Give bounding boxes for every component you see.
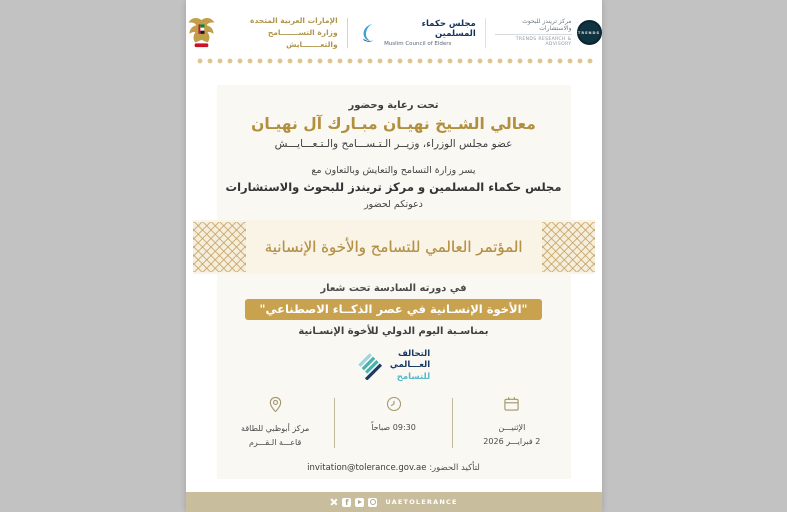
trends-name-en: TRENDS RESEARCH & ADVISORY: [495, 34, 572, 47]
venue-line1: مركز أبوظبي للطاقة: [241, 424, 310, 434]
trends-badge-icon: [577, 20, 602, 45]
facebook-icon[interactable]: [342, 498, 351, 507]
conference-title-band: [193, 220, 595, 274]
date-text: [483, 421, 540, 448]
trends-name-ar: مركز تريندز للبحوث والاستشارات: [522, 18, 572, 32]
instagram-icon[interactable]: [368, 498, 377, 507]
trends-title: [495, 18, 572, 47]
alliance-line1: التحالف: [397, 349, 431, 359]
date-value: 2 فبرايـــر 2026: [483, 437, 541, 446]
council-logo-group: [357, 19, 476, 47]
invitation-card: [186, 0, 602, 512]
geometric-pattern-left: [193, 222, 246, 272]
header-divider: [347, 18, 348, 48]
header-logos: [186, 0, 602, 52]
council-name-en: Muslim Council of Elders: [384, 40, 452, 47]
venue-detail: [216, 396, 333, 449]
event-details-row: [217, 396, 571, 449]
council-title: [384, 19, 476, 47]
rsvp-line: [217, 463, 571, 473]
x-icon[interactable]: [329, 498, 338, 507]
time-text: [371, 421, 416, 435]
ministry-logo-group: [186, 14, 338, 52]
venue-line2: قاعـــة الـقـــرم: [248, 438, 302, 447]
location-pin-icon: [268, 396, 283, 413]
council-name-ar: مجلس حكماء المسلمين: [421, 18, 476, 39]
organizer-intro: يسر وزارة التسامح والتعايش وبالتعاون مع: [311, 165, 476, 176]
invite-line: دعوتكم لحضور: [364, 199, 423, 210]
ministry-line1: الإمارات العربية المتحدة: [250, 15, 338, 25]
rsvp-email-link[interactable]: invitation@tolerance.gov.ae: [307, 462, 427, 473]
calendar-icon: [503, 396, 520, 412]
venue-text: [241, 422, 309, 449]
geometric-pattern-right: [542, 222, 595, 272]
alliance-logo-text: [390, 349, 430, 383]
date-detail: [453, 396, 570, 449]
ornament-divider: [195, 57, 593, 65]
detail-divider: [334, 398, 335, 447]
organizers: مجلس حكماء المسلمين و مركز تريندز للبحوث والاستشارات: [225, 180, 562, 194]
content-panel: [217, 85, 571, 479]
alliance-logo-icon: [357, 352, 385, 380]
date-day: الإثنيـــن: [498, 423, 526, 433]
ministry-title: [221, 15, 337, 51]
header-divider: [485, 18, 486, 48]
alliance-line2: العـــالمي: [389, 360, 431, 371]
conference-title-calligraphy: المؤتمر العالمي للتسامح والأخوة الإنسانية: [264, 238, 523, 256]
ministry-line2: وزارة التســـــــامح والتعـــــــايش: [267, 27, 338, 49]
alliance-logo: [217, 349, 571, 383]
uae-emblem-icon: [186, 14, 217, 52]
trends-logo-group: [495, 18, 602, 47]
youtube-icon[interactable]: [355, 498, 364, 507]
social-handle: UAETOLERANCE: [385, 498, 458, 506]
footer-social-bar: [186, 492, 602, 512]
edition-line: في دورته السادسة تحت شعار: [320, 283, 467, 294]
patron-name: معالي الشـيخ نهيـان مبـارك آل نهيـان: [251, 115, 536, 133]
clock-icon: [386, 396, 402, 412]
rsvp-label: لتأكيد الحضور:: [429, 462, 480, 473]
time-value: 09:30 صباحاً: [371, 423, 416, 433]
patronage-intro: تحت رعاية وحضور: [348, 100, 439, 111]
detail-divider: [452, 398, 453, 447]
slogan-pill: "الأخوة الإنسـانية في عصر الذكــاء الاصطناعي": [245, 299, 541, 320]
occasion-line: بمناسـبة اليوم الدولي للأخوة الإنسـانية: [298, 326, 489, 337]
patron-title: عضو مجلس الوزراء، وزيــر الـتـســـامح والـتـعـــايـــش: [274, 138, 513, 150]
trends-badge-label: TRENDS: [577, 30, 601, 35]
time-detail: [335, 396, 452, 449]
crescent-icon: [357, 19, 379, 47]
alliance-line3: للتسامح: [396, 371, 431, 382]
